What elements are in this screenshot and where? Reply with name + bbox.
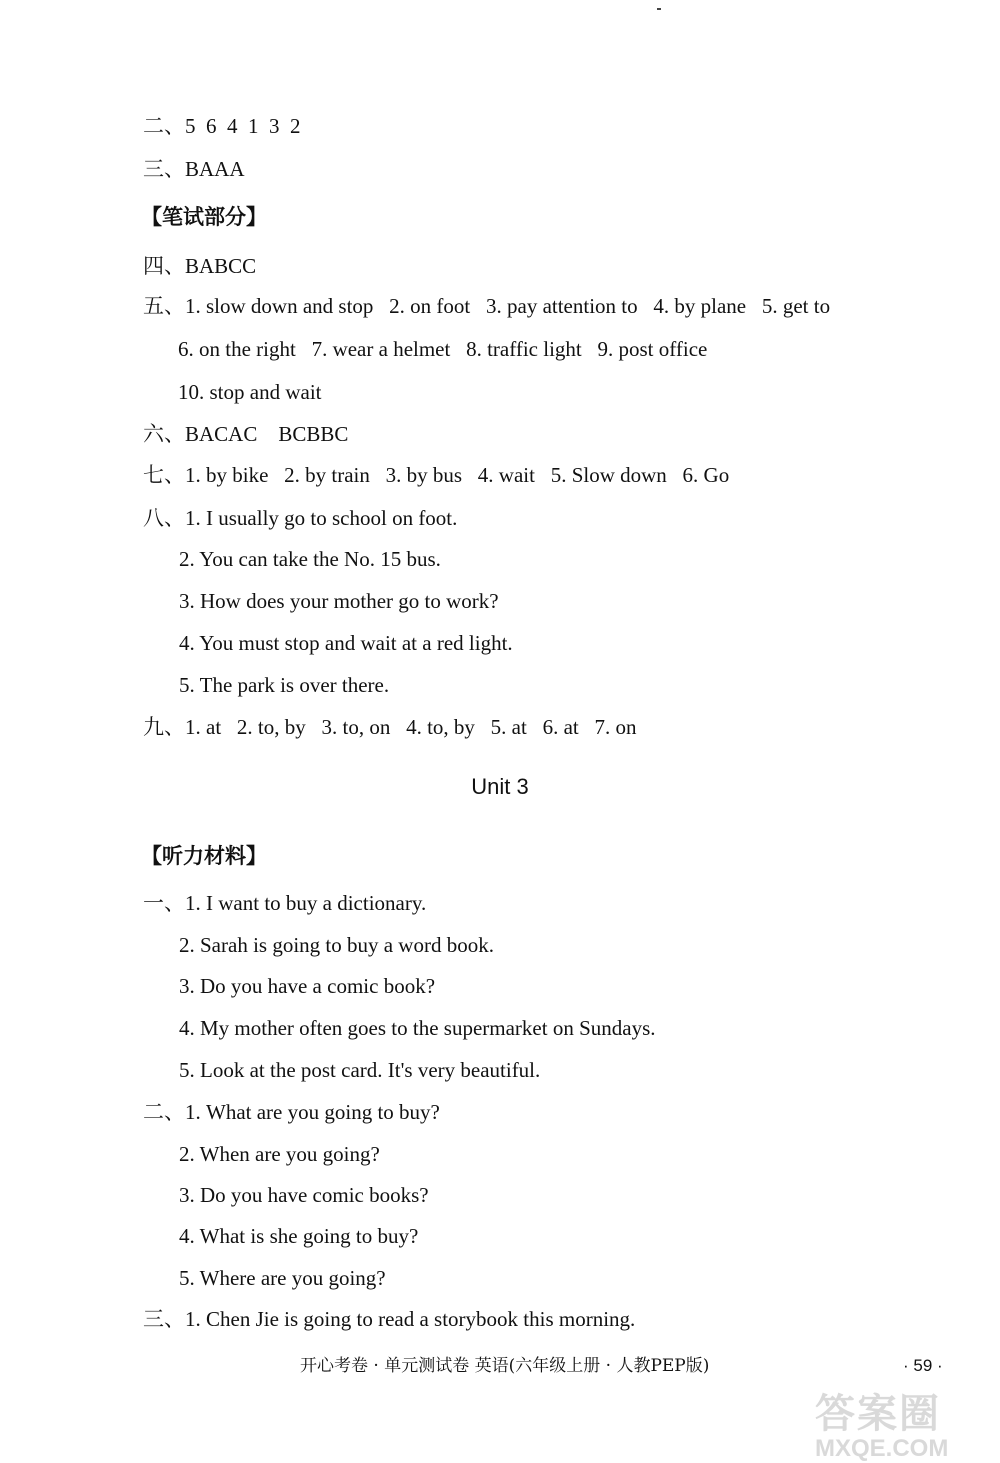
scan-speck (657, 8, 661, 10)
answer-line: 2. When are you going? (179, 1142, 380, 1166)
unit-title: Unit 3 (471, 774, 529, 799)
answer-line: 二、5 6 4 1 3 2 (143, 114, 301, 138)
answer-line: 5. Where are you going? (179, 1266, 386, 1290)
answer-line: 三、BAAA (143, 157, 245, 181)
answer-line: 6. on the right 7. wear a helmet 8. traffic light 9. post office (178, 337, 708, 361)
answer-line: 4. My mother often goes to the supermarket on Sundays. (179, 1016, 656, 1040)
watermark-url: MXQE.COM (815, 1435, 949, 1462)
answer-line: 5. The park is over there. (179, 673, 390, 697)
answer-line: 2. Sarah is going to buy a word book. (179, 933, 494, 957)
answer-line: 3. Do you have a comic book? (179, 974, 436, 998)
answer-line: 七、1. by bike 2. by train 3. by bus 4. wait 5. Slow down 6. Go (143, 463, 730, 487)
answer-line: 九、1. at 2. to, by 3. to, on 4. to, by 5. at 6. at 7. on (143, 715, 637, 739)
answer-line: 一、1. I want to buy a dictionary. (143, 891, 427, 915)
answer-line: 五、1. slow down and stop 2. on foot 3. pay attention to 4. by plane 5. get to (143, 294, 831, 318)
answer-line: 三、1. Chen Jie is going to read a storybook this morning. (143, 1307, 636, 1331)
answer-line: 5. Look at the post card. It's very beautiful. (179, 1058, 541, 1082)
section-title-written: 【笔试部分】 (141, 205, 267, 229)
answer-line: 2. You can take the No. 15 bus. (179, 547, 441, 571)
answer-line: 二、1. What are you going to buy? (143, 1100, 440, 1124)
footer-book-title: 开心考卷 · 单元测试卷 英语(六年级上册 · 人教PEP版) (300, 1356, 710, 1376)
answer-line: 4. You must stop and wait at a red light. (179, 631, 513, 655)
page-number: · 59 · (903, 1356, 943, 1375)
watermark-seal: 答案圈 (815, 1391, 941, 1437)
watermark-logo (815, 1382, 995, 1460)
answer-line: 3. How does your mother go to work? (179, 589, 499, 613)
answer-line: 六、BACAC BCBBC (143, 422, 349, 446)
answer-line: 3. Do you have comic books? (179, 1183, 429, 1207)
answer-line: 四、BABCC (143, 254, 257, 278)
answer-line: 4. What is she going to buy? (179, 1224, 419, 1248)
answer-line: 10. stop and wait (178, 380, 322, 404)
section-title-listening: 【听力材料】 (141, 844, 267, 868)
answer-line: 八、1. I usually go to school on foot. (143, 506, 458, 530)
